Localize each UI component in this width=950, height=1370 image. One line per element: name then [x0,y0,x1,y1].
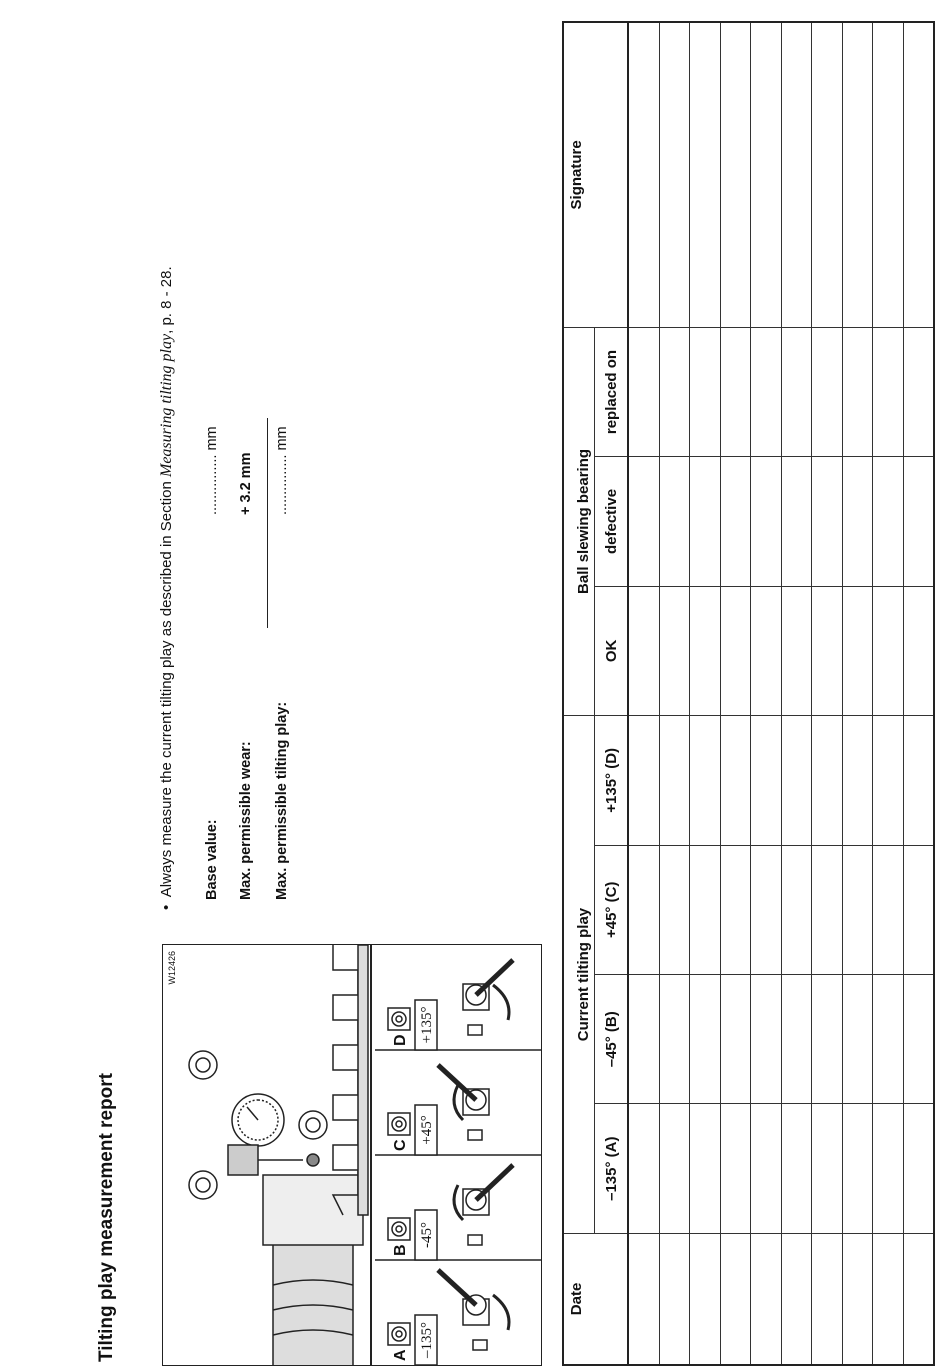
position-d-angle: +135° [419,1006,435,1044]
instruction-before: Always measure the current tilting play as described in Section [158,477,175,898]
table-cell[interactable] [903,975,934,1104]
position-c-angle: +45° [419,1115,435,1145]
table-cell[interactable] [628,22,659,327]
table-cell[interactable] [720,845,751,974]
table-cell[interactable] [690,327,721,456]
table-cell[interactable] [873,975,904,1104]
table-cell[interactable] [628,457,659,586]
table-cell[interactable] [751,1233,782,1365]
table-row [873,22,904,1365]
table-row [751,22,782,1365]
bullet: • [158,904,175,910]
table-cell[interactable] [842,327,873,456]
table-cell[interactable] [781,1233,812,1365]
table-row [720,22,751,1365]
table-cell[interactable] [873,1104,904,1233]
table-cell[interactable] [842,1233,873,1365]
table-cell[interactable] [690,1104,721,1233]
table-cell[interactable] [842,975,873,1104]
col-minus-45: –45° (B) [595,975,629,1104]
col-defective: defective [595,457,629,586]
instruction-text [158,30,176,910]
table-row [690,22,721,1365]
table-cell[interactable] [842,586,873,715]
col-plus-135: +135° (D) [595,716,629,845]
table-cell[interactable] [751,457,782,586]
table-row [781,22,812,1365]
table-body [628,22,934,1365]
table-cell[interactable] [781,716,812,845]
table-cell[interactable] [842,716,873,845]
max-wear-label: Max. permissible wear: [238,741,254,900]
table-cell[interactable] [781,975,812,1104]
instruction-after: , p. 8 - 28. [158,266,175,334]
table-cell[interactable] [628,1104,659,1233]
position-a-diagram [438,1270,509,1350]
table-cell[interactable] [659,845,690,974]
max-tilting-play-field[interactable]: ............... mm [274,426,290,515]
table-cell[interactable] [781,1104,812,1233]
table-cell[interactable] [903,586,934,715]
table-cell[interactable] [659,22,690,327]
figure-drawing [163,945,541,1365]
table-cell[interactable] [842,1104,873,1233]
table-row [903,22,934,1365]
table-cell[interactable] [781,586,812,715]
table-cell[interactable] [812,845,843,974]
table-cell[interactable] [720,1104,751,1233]
dial-gauge-illustration [189,945,368,1365]
table-cell[interactable] [873,845,904,974]
figure-code: W12426 [167,951,177,985]
table-cell[interactable] [873,457,904,586]
position-panels [375,960,541,1365]
position-d-letter: D [392,1034,409,1046]
table-cell[interactable] [751,586,782,715]
max-wear-value: + 3.2 mm [238,452,254,515]
section-reference: Measuring tilting play [158,333,175,477]
table-cell[interactable] [812,457,843,586]
position-b-angle: -45° [419,1222,435,1248]
table-cell[interactable] [751,975,782,1104]
position-b-diagram [454,1165,513,1245]
table-cell[interactable] [873,22,904,327]
table-cell[interactable] [659,975,690,1104]
table-cell[interactable] [873,586,904,715]
table-cell[interactable] [903,845,934,974]
position-b-letter: B [392,1244,409,1256]
table-row [842,22,873,1365]
table-cell[interactable] [903,716,934,845]
position-d-diagram [463,960,513,1035]
table-cell[interactable] [903,1233,934,1365]
table-cell[interactable] [812,327,843,456]
col-minus-135: –135° (A) [595,1104,629,1233]
table-row [812,22,843,1365]
sum-rule [267,418,268,628]
table-cell[interactable] [751,327,782,456]
table-cell[interactable] [720,975,751,1104]
table-cell[interactable] [720,1233,751,1365]
table-row [659,22,690,1365]
table-cell[interactable] [659,327,690,456]
table-cell[interactable] [903,22,934,327]
table-cell[interactable] [812,1233,843,1365]
table-cell[interactable] [628,1233,659,1365]
table-cell[interactable] [873,1233,904,1365]
table-cell[interactable] [720,22,751,327]
table-cell[interactable] [628,327,659,456]
col-ok: OK [595,586,629,715]
table-cell[interactable] [842,845,873,974]
table-cell[interactable] [842,22,873,327]
ball-slewing-bearing-header: Ball slewing bearing [563,327,595,715]
measurement-table [562,21,935,1366]
table-cell[interactable] [781,327,812,456]
table-cell[interactable] [781,22,812,327]
table-cell[interactable] [690,22,721,327]
position-a-letter: A [392,1349,409,1361]
table-cell[interactable] [812,716,843,845]
table-cell[interactable] [903,327,934,456]
col-replaced-on: replaced on [595,327,629,456]
table-cell[interactable] [903,1104,934,1233]
table-cell[interactable] [812,586,843,715]
current-tilting-play-header: Current tilting play [563,716,595,1234]
table-cell[interactable] [720,327,751,456]
table-cell[interactable] [751,845,782,974]
table-row [628,22,659,1365]
table-cell[interactable] [690,845,721,974]
table-cell[interactable] [690,975,721,1104]
table-cell[interactable] [842,457,873,586]
table-cell[interactable] [628,845,659,974]
table-cell[interactable] [720,586,751,715]
table-cell[interactable] [812,975,843,1104]
signature-header: Signature [563,22,628,327]
table-cell[interactable] [690,1233,721,1365]
base-value-field[interactable]: ............... mm [204,426,220,515]
table-cell[interactable] [659,457,690,586]
measurement-figure [162,944,542,1366]
table-cell[interactable] [628,716,659,845]
table-cell[interactable] [690,586,721,715]
table-cell[interactable] [751,716,782,845]
base-value-label: Base value: [204,819,220,900]
table-cell[interactable] [720,457,751,586]
table-cell[interactable] [812,1104,843,1233]
table-cell[interactable] [628,586,659,715]
position-a-angle: –135° [419,1322,435,1358]
date-header: Date [563,1233,628,1365]
table-cell[interactable] [781,845,812,974]
position-c-letter: C [392,1139,409,1151]
table-cell[interactable] [873,327,904,456]
table-cell[interactable] [659,1104,690,1233]
table-cell[interactable] [690,457,721,586]
table-cell[interactable] [812,22,843,327]
page-title: Tilting play measurement report [96,1073,117,1362]
table-cell[interactable] [628,975,659,1104]
position-c-diagram [438,1065,489,1140]
table-cell[interactable] [659,586,690,715]
table-cell[interactable] [781,457,812,586]
col-plus-45: +45° (C) [595,845,629,974]
table-cell[interactable] [659,1233,690,1365]
table-cell[interactable] [751,22,782,327]
max-tilting-play-label: Max. permissible tilting play: [274,701,290,900]
table-cell[interactable] [751,1104,782,1233]
table-cell[interactable] [903,457,934,586]
table-cell[interactable] [720,716,751,845]
table-cell[interactable] [659,716,690,845]
table-cell[interactable] [690,716,721,845]
table-cell[interactable] [873,716,904,845]
